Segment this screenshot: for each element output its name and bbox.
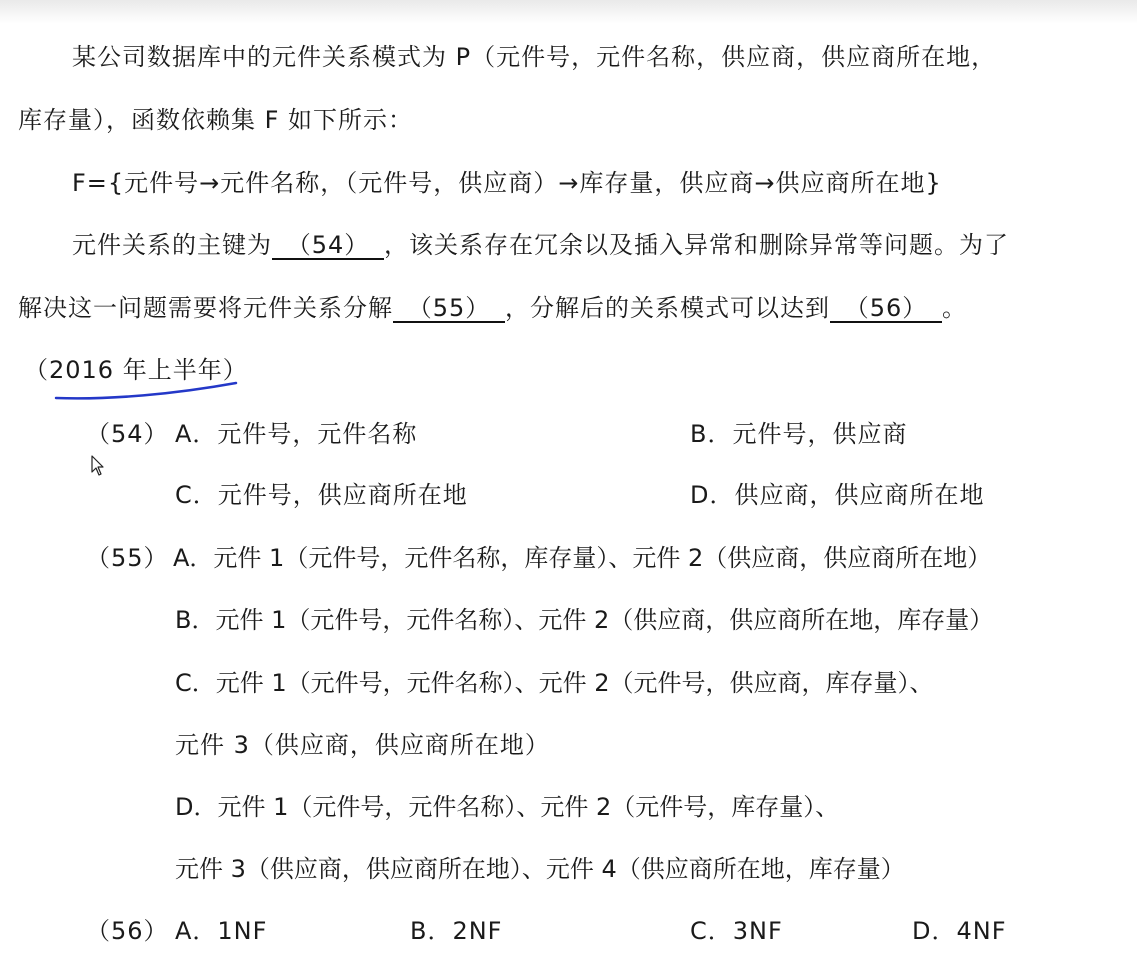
q56-option-b: B．2NF: [410, 917, 503, 945]
question-text: ，分解后的关系模式可以达到: [505, 294, 830, 322]
q56-option-c: C．3NF: [690, 917, 783, 945]
intro-line-1: 某公司数据库中的元件关系模式为 P（元件号，元件名称，供应商，供应商所在地，: [72, 43, 997, 71]
q55-option-d-line2: 元件 3（供应商，供应商所在地）、元件 4（供应商所在地，库存量）: [175, 855, 905, 883]
question-text: 解决这一问题需要将元件关系分解: [18, 294, 393, 322]
question-text: 元件关系的主键为: [72, 231, 272, 259]
exam-source: （2016 年上半年）: [24, 356, 248, 384]
q55-option-c-line2: 元件 3（供应商，供应商所在地）: [175, 731, 550, 759]
q54-option-a: A．元件号，元件名称: [175, 420, 418, 448]
q55-label: （55）: [86, 544, 169, 572]
q56-label: （56）: [86, 917, 169, 945]
q54-label: （54）: [86, 420, 169, 448]
q55-option-a: A．元件 1（元件号，元件名称，库存量）、元件 2（供应商，供应商所在地）: [173, 544, 992, 572]
blank-56: （56）: [830, 295, 942, 323]
q54-option-c: C．元件号，供应商所在地: [175, 481, 468, 509]
q54-option-b: B．元件号，供应商: [690, 420, 908, 448]
q55-option-b: B．元件 1（元件号，元件名称）、元件 2（供应商，供应商所在地，库存量）: [175, 606, 994, 634]
q56-option-a: A．1NF: [175, 917, 268, 945]
mouse-pointer-icon: [91, 455, 107, 479]
q55-option-d-line1: D．元件 1（元件号，元件名称）、元件 2（元件号，库存量）、: [175, 793, 840, 821]
q54-option-d: D．供应商，供应商所在地: [690, 481, 985, 509]
intro-line-2: 库存量），函数依赖集 F 如下所示：: [18, 106, 414, 134]
blank-54: （54）: [272, 232, 384, 260]
question-text: ，该关系存在冗余以及插入异常和删除异常等问题。为了: [384, 231, 1009, 259]
q56-option-d: D．4NF: [912, 917, 1007, 945]
q55-option-c-line1: C．元件 1（元件号，元件名称）、元件 2（元件号，供应商，库存量）、: [175, 669, 934, 697]
question-text: 。: [942, 294, 967, 322]
blank-55: （55）: [393, 295, 505, 323]
functional-dependency-set: F={元件号→元件名称，（元件号，供应商）→库存量，供应商→供应商所在地}: [72, 169, 942, 197]
